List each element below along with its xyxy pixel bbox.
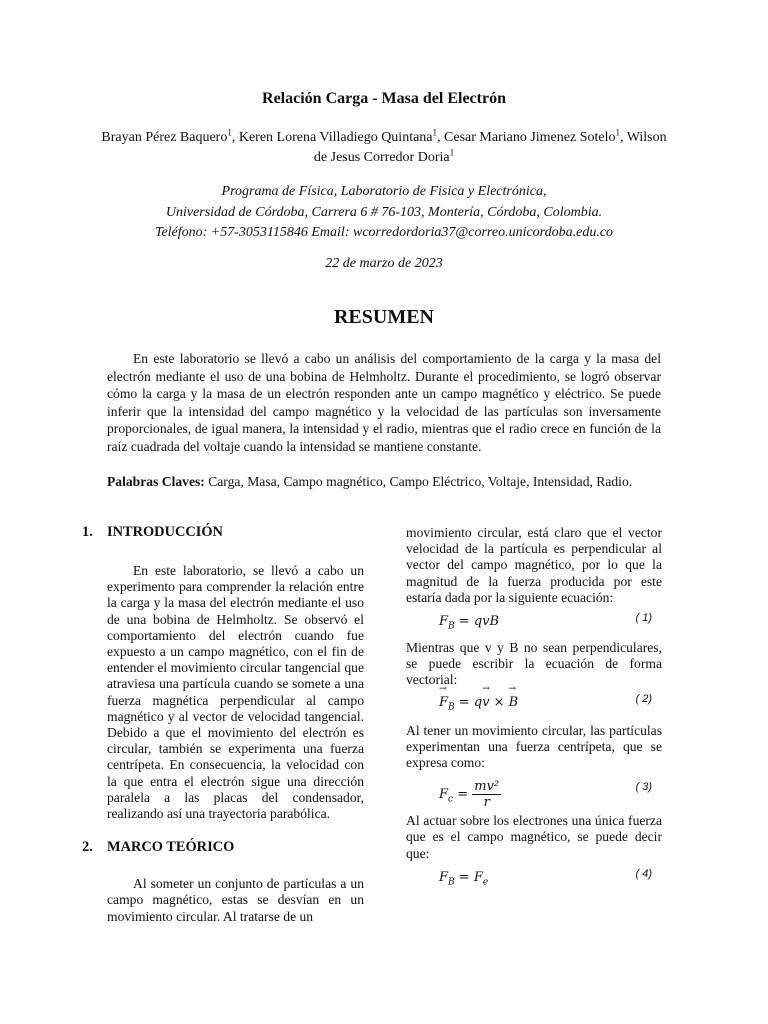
equation-4: $F_B = F_e$ ( 4)	[439, 867, 652, 888]
equation-number: ( 3)	[635, 781, 652, 794]
affiliation-block	[80, 182, 688, 244]
intro-paragraph: En este laboratorio, se llevó a cabo un experimento para comprender la relación entre la carga y la masa del electrón mediante el uso de una bobina de Helmholtz. Se observó el comportamiento del electrón cuando fue expuesto a un campo magnético, con el fin de entender el movimiento circular tangencial que atraviesa una partícula cuando se somete a una fuerza magnética perpendicular al campo magnético y al vector de velocidad tangencial. Debido a que el movimiento del electrón es circular, también se experimenta una fuerza centrípeta. En consecuencia, la velocidad con la que entra el electrón sigue una dirección paralela a las placas del condensador, realizando así una trayectoria parabólica.	[107, 563, 364, 822]
right-column	[406, 525, 662, 892]
paper-date: 22 de marzo de 2023	[325, 256, 443, 271]
author-name: Keren Lorena Villadiego Quintana	[238, 130, 433, 145]
section-title: MARCO TEÓRICO	[107, 839, 235, 856]
section-heading-intro	[82, 524, 364, 541]
section-heading-marco	[82, 839, 364, 856]
section-title: INTRODUCCIÓN	[107, 524, 223, 540]
equation-number: ( 4)	[635, 867, 652, 880]
marco-paragraph: Al someter un conjunto de partículas a un campo magnético, estas se desvían en un movimiento circular. Al tratarse de un	[107, 876, 364, 924]
right-paragraph-3: Al tener un movimiento circular, las partículas experimentan una fuerza centrípeta, que se expresa como:	[406, 722, 662, 771]
paper-title: Relación Carga - Masa del Electrón	[262, 90, 506, 107]
keywords	[107, 473, 661, 491]
author-name: Cesar Mariano Jimenez Sotelo	[444, 130, 616, 145]
left-column	[82, 524, 364, 925]
affiliation-line: Teléfono: +57-3053115846 Email: wcorredordoria37@correo.unicordoba.edu.co	[154, 225, 614, 240]
section-number: 1.	[82, 524, 93, 540]
author-name: Wilson de Jesus Corredor Doria	[313, 130, 667, 165]
abstract-text: En este laboratorio se llevó a cabo un análisis del comportamiento de la carga y la masa del electrón mediante el uso de una bobina de Helmholtz. Durante el procedimiento, se logró observar cómo la carga y la masa de un electrón responden ante un campo magnético y eléctrico. Se puede inferir que la intensidad del campo magnético y la velocidad de las partículas son inversamente proporcionales, de igual manera, la intensidad y el radio, mientras que el radio crece en función de la raíz cuadrada del voltaje cuando la intensidad se mantiene constante.	[107, 351, 661, 454]
keywords-text: Carga, Masa, Campo magnético, Campo Eléctrico, Voltaje, Intensidad, Radio.	[208, 474, 633, 489]
section-number: 2.	[82, 839, 93, 856]
equation-number: ( 1)	[635, 612, 652, 625]
author-affiliation-mark: 1	[432, 127, 438, 138]
equation-2: → $F_B = q\to v$ × → B ( 2)	[406, 691, 662, 717]
right-paragraph-4: Al actuar sobre los electrones una única fuerza que es el campo magnético, se puede decir que:	[406, 813, 662, 861]
author-affiliation-mark: 1	[227, 127, 232, 138]
affiliation-line: Universidad de Córdoba, Carrera 6 # 76-103, Montería, Córdoba, Colombia.	[165, 204, 603, 220]
right-paragraph-1: movimiento circular, está claro que el vector velocidad de la partícula es perpendicular al vector del campo magnético, por lo que la magnitud de la fuerza producida por este estaría dada por la siguiente ecuación:	[406, 525, 662, 605]
abstract-heading: RESUMEN	[333, 306, 434, 328]
keywords-label: Palabras Claves:	[107, 474, 205, 489]
equation-1: $F_B$ = qvB ( 1)	[439, 612, 652, 632]
affiliation-line: Programa de Física, Laboratorio de Fisica y Electrónica,	[221, 184, 547, 199]
equation-3: $F_c$ = $\frac{\text{mv²}}{r}$ ( 3)	[439, 779, 652, 811]
author-affiliation-mark: 1	[615, 127, 620, 138]
equation-number: ( 2)	[635, 692, 652, 705]
author-name: Brayan Pérez Baquero	[101, 130, 228, 145]
right-paragraph-2: Mientras que v y B no sean perpendiculares, se puede escribir la ecuación de forma vectorial:	[406, 640, 662, 688]
author-list: Brayan Pérez Baquero$^1$, Keren Lorena Villadiego Quintana$^1$, Cesar Mariano Jimenez Sotelo$^1$, Wilson de Jesus Corredor Doria$^1$	[101, 127, 667, 165]
author-affiliation-mark: 1	[449, 147, 455, 158]
